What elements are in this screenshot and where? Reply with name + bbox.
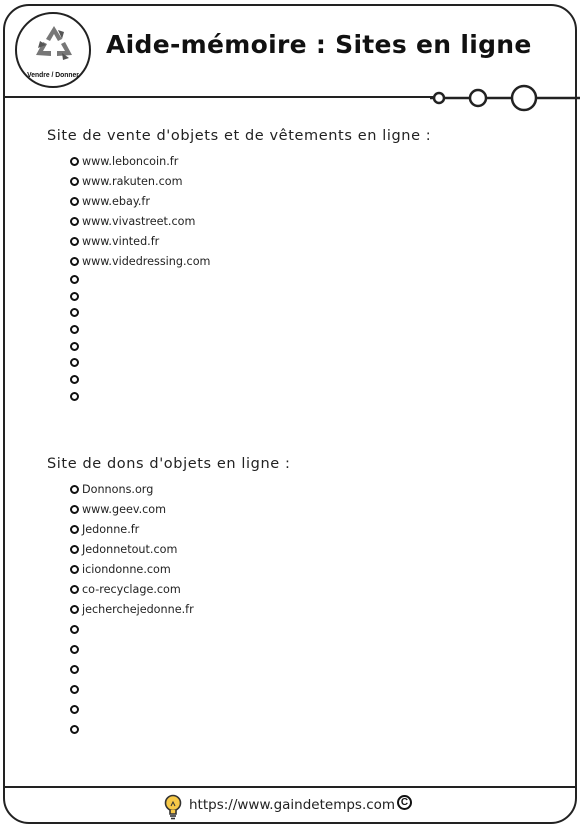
checkbox-circle-icon[interactable]	[70, 625, 79, 634]
recycle-icon	[32, 22, 76, 66]
checkbox-circle-icon[interactable]	[70, 308, 79, 317]
checkbox-circle-icon[interactable]	[70, 237, 79, 246]
empty-list-item	[70, 640, 194, 660]
section-title-donation: Site de dons d'objets en ligne :	[47, 456, 291, 472]
checkbox-circle-icon[interactable]	[70, 275, 79, 284]
circles-decoration-icon	[430, 84, 580, 112]
header-divider	[3, 96, 433, 98]
site-name: co-recyclage.com	[82, 583, 181, 596]
empty-list-item	[70, 355, 210, 372]
footer	[0, 794, 584, 818]
checkbox-circle-icon[interactable]	[70, 375, 79, 384]
site-name: jecherchejedonne.fr	[82, 603, 194, 616]
logo	[15, 12, 91, 88]
empty-list-item	[70, 660, 194, 680]
empty-list-item	[70, 322, 210, 339]
checkbox-circle-icon[interactable]	[70, 505, 79, 514]
empty-list-item	[70, 289, 210, 306]
site-name: Jedonnetout.com	[82, 543, 178, 556]
list-item	[70, 252, 210, 272]
site-name: www.ebay.fr	[82, 195, 150, 208]
checkbox-circle-icon[interactable]	[70, 325, 79, 334]
checkbox-circle-icon[interactable]	[70, 665, 79, 674]
logo-text: Vendre / Donner	[27, 70, 79, 79]
list-item	[70, 500, 194, 520]
section-title-sale: Site de vente d'objets et de vêtements en ligne :	[47, 128, 432, 144]
empty-list-item	[70, 339, 210, 356]
checkbox-circle-icon[interactable]	[70, 605, 79, 614]
site-name: www.videdressing.com	[82, 255, 211, 268]
site-name: www.leboncoin.fr	[82, 155, 179, 168]
empty-list-item	[70, 720, 194, 740]
checkbox-circle-icon[interactable]	[70, 645, 79, 654]
website-link[interactable]: https://www.gaindetemps.com	[189, 797, 396, 813]
checkbox-circle-icon[interactable]	[70, 257, 79, 266]
site-name: Donnons.org	[82, 483, 154, 496]
list-item	[70, 600, 194, 620]
list-item	[70, 560, 194, 580]
checkbox-circle-icon[interactable]	[70, 685, 79, 694]
empty-list-item	[70, 272, 210, 289]
copyright-icon: C	[397, 795, 412, 810]
list-item	[70, 152, 210, 172]
list-item	[70, 540, 194, 560]
checkbox-circle-icon[interactable]	[70, 585, 79, 594]
checkbox-circle-icon[interactable]	[70, 725, 79, 734]
checkbox-circle-icon[interactable]	[70, 565, 79, 574]
empty-list-item	[70, 700, 194, 720]
site-name: iciondonne.com	[82, 563, 171, 576]
checkbox-circle-icon[interactable]	[70, 705, 79, 714]
checkbox-circle-icon[interactable]	[70, 157, 79, 166]
list-item	[70, 580, 194, 600]
checkbox-circle-icon[interactable]	[70, 525, 79, 534]
list-item	[70, 192, 210, 212]
checkbox-circle-icon[interactable]	[70, 392, 79, 401]
checkbox-circle-icon[interactable]	[70, 177, 79, 186]
checkbox-circle-icon[interactable]	[70, 358, 79, 367]
checkbox-circle-icon[interactable]	[70, 485, 79, 494]
list-item	[70, 232, 210, 252]
empty-list-item	[70, 389, 210, 406]
site-name: www.vinted.fr	[82, 235, 160, 248]
checkbox-circle-icon[interactable]	[70, 545, 79, 554]
site-name: www.vivastreet.com	[82, 215, 196, 228]
page-title: Aide-mémoire : Sites en ligne	[106, 30, 532, 59]
empty-list-item	[70, 680, 194, 700]
list-item	[70, 480, 194, 500]
checkbox-circle-icon[interactable]	[70, 217, 79, 226]
empty-list-item	[70, 305, 210, 322]
list-item	[70, 212, 210, 232]
empty-list-item	[70, 372, 210, 389]
checkbox-circle-icon[interactable]	[70, 292, 79, 301]
site-name: www.rakuten.com	[82, 175, 183, 188]
list-item	[70, 172, 210, 192]
empty-list-item	[70, 620, 194, 640]
footer-divider	[3, 786, 577, 788]
checkbox-circle-icon[interactable]	[70, 197, 79, 206]
list-item	[70, 520, 194, 540]
sale-sites-list	[70, 152, 210, 406]
lightbulb-icon	[163, 794, 183, 820]
site-name: Jedonne.fr	[82, 523, 140, 536]
site-name: www.geev.com	[82, 503, 167, 516]
checkbox-circle-icon[interactable]	[70, 342, 79, 351]
donation-sites-list	[70, 480, 194, 740]
